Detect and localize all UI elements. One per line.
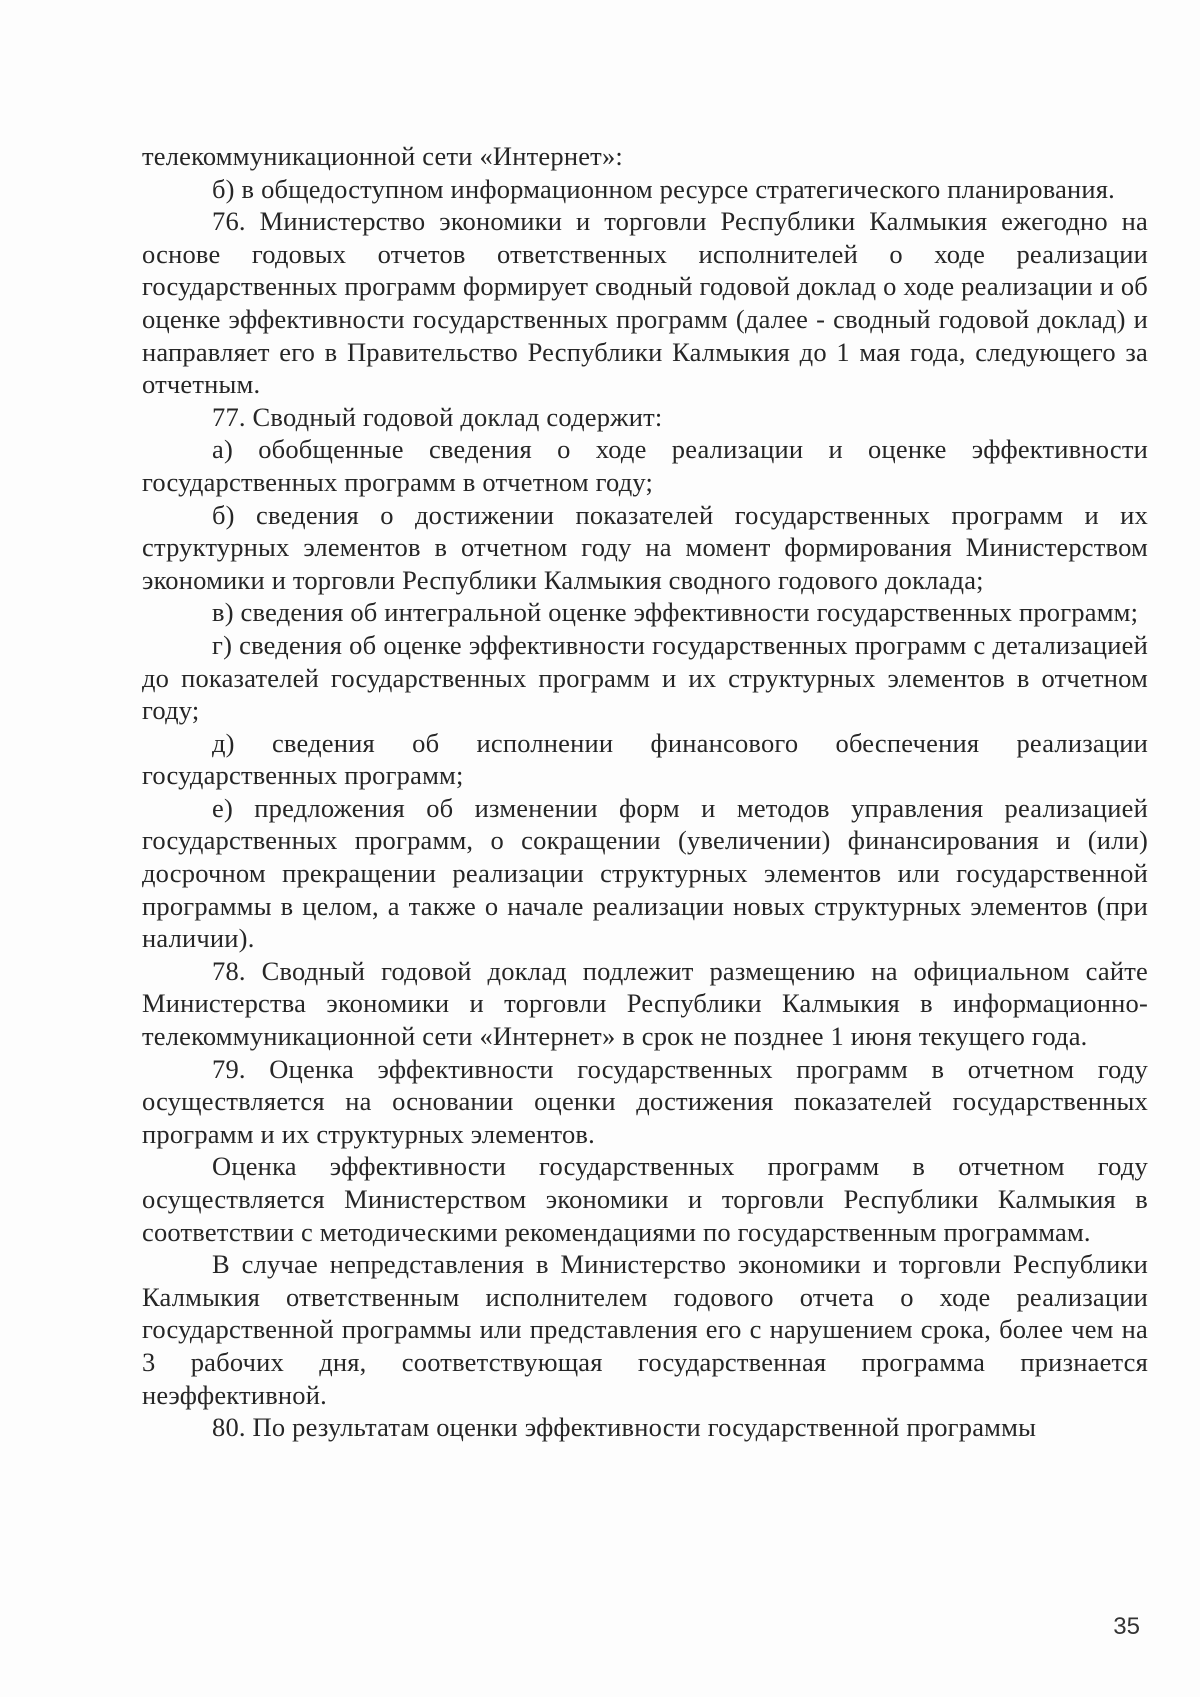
paragraph-78: 78. Сводный годовой доклад подлежит размещению на официальном сайте Министерства экономики и торговли Республики Калмыкия в информационно-телекоммуникационной сети «Интернет» в срок не позднее 1 июня текущего года. <box>142 955 1148 1052</box>
paragraph-79-assessment: Оценка эффективности государственных программ в отчетном году осуществляется Министерством экономики и торговли Республики Калмыкия в соответствии с методическими рекомендациями по государственным программам. <box>142 1151 1148 1247</box>
paragraph-77: 77. Сводный годовой доклад содержит: <box>212 401 663 432</box>
page-number: 35 <box>1113 1613 1140 1640</box>
paragraph-continuation: телекоммуникационной сети «Интернет»: <box>142 141 623 171</box>
paragraph-item-b-resource: б) в общедоступном информационном ресурсе стратегического планирования. <box>212 173 1116 204</box>
paragraph-77-a: а) обобщенные сведения о ходе реализации и оценке эффективности государственных программ в отчетном году; <box>142 434 1148 497</box>
paragraph-79-nonsubmission: В случае непредставления в Министерство экономики и торговли Республики Калмыкия ответственным исполнителем годового отчета о ходе реализации государственной программы или представления его с нарушением срока, более чем на 3 рабочих дня, соответствующая государственная программа признается неэффективной. <box>142 1249 1148 1410</box>
paragraph-76: 76. Министерство экономики и торговли Республики Калмыкия ежегодно на основе годовых отчетов ответственных исполнителей о ходе реализации государственных программ формирует сводный годовой доклад о ходе реализации и об оценке эффективности государственных программ (далее - сводный годовой доклад) и направляет его в Правительство Республики Калмыкия до 1 мая года, следующего за отчетным. <box>142 206 1148 400</box>
paragraph-77-g: г) сведения об оценке эффективности государственных программ с детализацией до показателей государственных программ и их структурных элементов в отчетном году; <box>142 629 1148 726</box>
paragraph-79: 79. Оценка эффективности государственных программ в отчетном году осуществляется на основании оценки достижения показателей государственных программ и их структурных элементов. <box>142 1053 1148 1149</box>
paragraph-77-v: в) сведения об интегральной оценке эффективности государственных программ; <box>212 597 1139 628</box>
paragraph-77-d: д) сведения об исполнении финансового обеспечения реализации государственных программ; <box>142 727 1148 791</box>
paragraph-77-b: б) сведения о достижении показателей государственных программ и их структурных элементов в отчетном году на момент формирования Министерством экономики и торговли Республики Калмыкия сводного годового доклада; <box>142 499 1148 595</box>
paragraph-80: 80. По результатам оценки эффективности государственной программы <box>212 1412 1037 1443</box>
document-body <box>142 140 1148 1444</box>
paragraph-77-e: е) предложения об изменении форм и методов управления реализацией государственных программ, о сокращении (увеличении) финансирования и (или) досрочном прекращении реализации структурных элементов или государственной программы в целом, а также о начале реализации новых структурных элементов (при наличии). <box>142 792 1148 954</box>
